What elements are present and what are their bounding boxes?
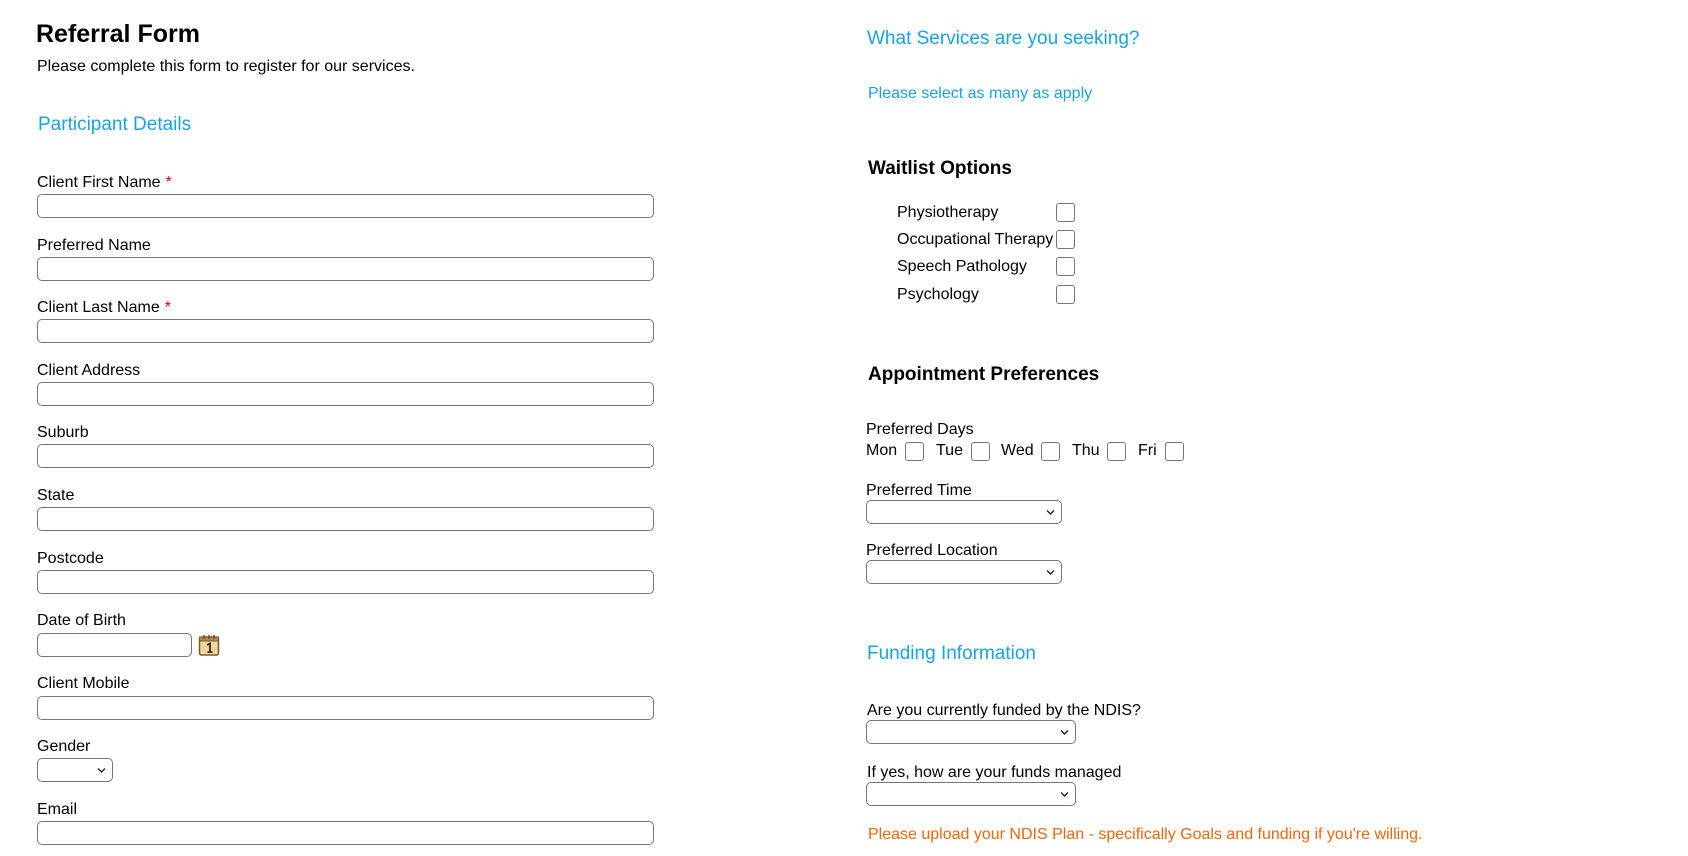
ndis-funded-select[interactable] — [866, 720, 1076, 744]
waitlist-option-occupational-therapy: Occupational Therapy — [897, 231, 1054, 248]
speech-pathology-checkbox[interactable] — [1056, 257, 1075, 276]
last-name-label — [37, 299, 171, 317]
chevron-down-icon — [1046, 569, 1055, 576]
participant-details-heading: Participant Details — [38, 114, 192, 135]
postcode-input[interactable] — [37, 570, 654, 594]
day-label-wed: Wed — [1001, 442, 1034, 459]
address-label: Client Address — [37, 362, 141, 379]
last-name-input[interactable] — [37, 319, 654, 343]
ndis-question-label: Are you currently funded by the NDIS? — [867, 702, 1141, 719]
first-name-label-text: Client First Name — [37, 174, 161, 191]
funds-managed-select[interactable] — [866, 782, 1076, 806]
state-input[interactable] — [37, 507, 654, 531]
required-marker: * — [164, 299, 171, 316]
services-heading: What Services are you seeking? — [867, 28, 1140, 49]
day-label-fri: Fri — [1138, 442, 1157, 459]
dob-input[interactable] — [37, 633, 192, 657]
email-input[interactable] — [37, 821, 654, 845]
chevron-down-icon — [1046, 509, 1055, 516]
day-checkbox-tue[interactable] — [971, 442, 990, 461]
occupational-therapy-checkbox[interactable] — [1056, 230, 1075, 249]
preferred-name-label: Preferred Name — [37, 237, 151, 254]
email-label: Email — [37, 801, 78, 818]
waitlist-heading: Waitlist Options — [868, 158, 1012, 179]
day-checkbox-mon[interactable] — [905, 442, 924, 461]
required-marker: * — [165, 174, 172, 191]
preferred-days-label: Preferred Days — [866, 421, 974, 438]
preferred-time-label: Preferred Time — [866, 482, 972, 499]
page-title: Referral Form — [36, 20, 200, 48]
ndis-upload-note: Please upload your NDIS Plan - specifically Goals and funding if you're willing. — [868, 826, 1423, 843]
state-label: State — [37, 487, 75, 504]
day-label-mon: Mon — [866, 442, 898, 459]
suburb-input[interactable] — [37, 444, 654, 468]
waitlist-option-physiotherapy: Physiotherapy — [897, 204, 999, 221]
page-subtitle: Please complete this form to register for our services. — [37, 58, 415, 75]
preferred-location-select[interactable] — [866, 560, 1062, 584]
suburb-label: Suburb — [37, 424, 89, 441]
day-checkbox-fri[interactable] — [1165, 442, 1184, 461]
waitlist-option-psychology: Psychology — [897, 286, 979, 303]
waitlist-option-speech-pathology: Speech Pathology — [897, 258, 1027, 275]
address-input[interactable] — [37, 382, 654, 406]
physiotherapy-checkbox[interactable] — [1056, 203, 1075, 222]
appointment-heading: Appointment Preferences — [868, 364, 1100, 385]
day-label-tue: Tue — [936, 442, 963, 459]
preferred-time-select[interactable] — [866, 500, 1062, 524]
chevron-down-icon — [1060, 791, 1069, 798]
day-checkbox-thu[interactable] — [1107, 442, 1126, 461]
first-name-label — [37, 174, 172, 192]
day-checkbox-wed[interactable] — [1041, 442, 1060, 461]
funds-managed-label: If yes, how are your funds managed — [867, 764, 1122, 781]
psychology-checkbox[interactable] — [1056, 285, 1075, 304]
mobile-input[interactable] — [37, 696, 654, 720]
calendar-icon[interactable] — [198, 634, 220, 656]
day-label-thu: Thu — [1072, 442, 1100, 459]
gender-select[interactable] — [37, 758, 113, 782]
preferred-location-label: Preferred Location — [866, 542, 998, 559]
first-name-input[interactable] — [37, 194, 654, 218]
chevron-down-icon — [1060, 729, 1069, 736]
services-note: Please select as many as apply — [868, 85, 1093, 102]
preferred-name-input[interactable] — [37, 257, 654, 281]
postcode-label: Postcode — [37, 550, 104, 567]
dob-label: Date of Birth — [37, 612, 126, 629]
gender-label: Gender — [37, 738, 91, 755]
chevron-down-icon — [97, 767, 106, 774]
mobile-label: Client Mobile — [37, 675, 130, 692]
last-name-label-text: Client Last Name — [37, 299, 160, 316]
funding-heading: Funding Information — [867, 643, 1036, 664]
